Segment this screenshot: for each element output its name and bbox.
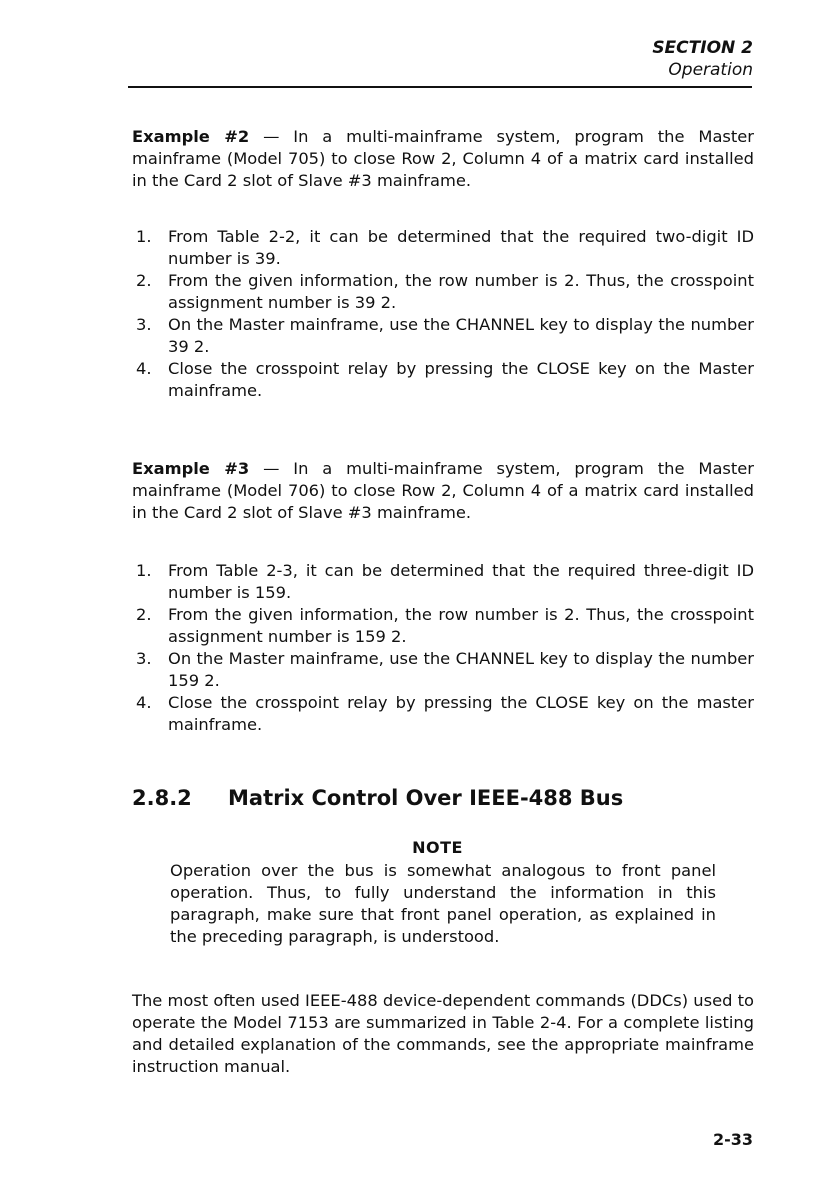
step-number: 1. <box>136 561 152 580</box>
example2-text: — In a multi-mainframe system, program the Master mainframe (Model 705) to close Row 2, Column 4 of a matrix card installed in the Card 2 slot of Slave #3 mainframe. <box>132 127 755 190</box>
step-number: 3. <box>136 649 152 668</box>
list-item <box>132 358 754 402</box>
section-title: Matrix Control Over IEEE-488 Bus <box>228 786 624 810</box>
example3-label: Example #3 <box>132 459 250 478</box>
example3-steps <box>132 560 754 736</box>
step-text: From Table 2-2, it can be determined that the required two-digit ID number is 39. <box>168 227 754 268</box>
section-number: 2.8.2 <box>132 786 192 810</box>
step-number: 4. <box>136 359 152 378</box>
list-item <box>132 648 754 692</box>
example3-paragraph <box>132 458 754 524</box>
list-item <box>132 604 754 648</box>
example2-paragraph <box>132 126 754 192</box>
step-text: From the given information, the row number is 2. Thus, the crosspoint assignment number is 39 2. <box>168 271 754 312</box>
list-item <box>132 560 754 604</box>
step-number: 1. <box>136 227 152 246</box>
step-number: 3. <box>136 315 152 334</box>
chapter-header: Operation <box>668 60 753 80</box>
list-item <box>132 226 754 270</box>
section-header: SECTION 2 <box>652 38 753 58</box>
step-text: Close the crosspoint relay by pressing the CLOSE key on the Master mainframe. <box>168 359 754 400</box>
list-item <box>132 692 754 736</box>
section-heading <box>132 786 623 810</box>
page-number: 2-33 <box>712 1130 753 1149</box>
step-text: Close the crosspoint relay by pressing the CLOSE key on the master mainframe. <box>168 693 754 734</box>
note-body: Operation over the bus is somewhat analogous to front panel operation. Thus, to fully understand the information in this paragraph, make sure that front panel operation, as explained in the preceding paragraph, is understood. <box>170 861 716 946</box>
step-number: 4. <box>136 693 152 712</box>
list-item <box>132 270 754 314</box>
closing-paragraph: The most often used IEEE-488 device-dependent commands (DDCs) used to operate the Model 7153 are summarized in Table 2-4. For a complete listing and detailed explanation of the commands, see the appropriate mainframe instruction manual. <box>132 991 754 1076</box>
step-number: 2. <box>136 271 152 290</box>
example2-steps <box>132 226 754 402</box>
step-text: From Table 2-3, it can be determined that the required three-digit ID number is 159. <box>168 561 754 602</box>
note-title: NOTE <box>412 838 463 857</box>
example3-text: — In a multi-mainframe system, program the Master mainframe (Model 706) to close Row 2, Column 4 of a matrix card installed in the Card 2 slot of Slave #3 mainframe. <box>132 459 755 522</box>
step-text: On the Master mainframe, use the CHANNEL key to display the number 39 2. <box>168 315 754 356</box>
step-text: From the given information, the row number is 2. Thus, the crosspoint assignment number is 159 2. <box>168 605 754 646</box>
list-item <box>132 314 754 358</box>
example2-label: Example #2 <box>132 127 250 146</box>
step-number: 2. <box>136 605 152 624</box>
header-rule <box>128 86 752 88</box>
step-text: On the Master mainframe, use the CHANNEL key to display the number 159 2. <box>168 649 754 690</box>
